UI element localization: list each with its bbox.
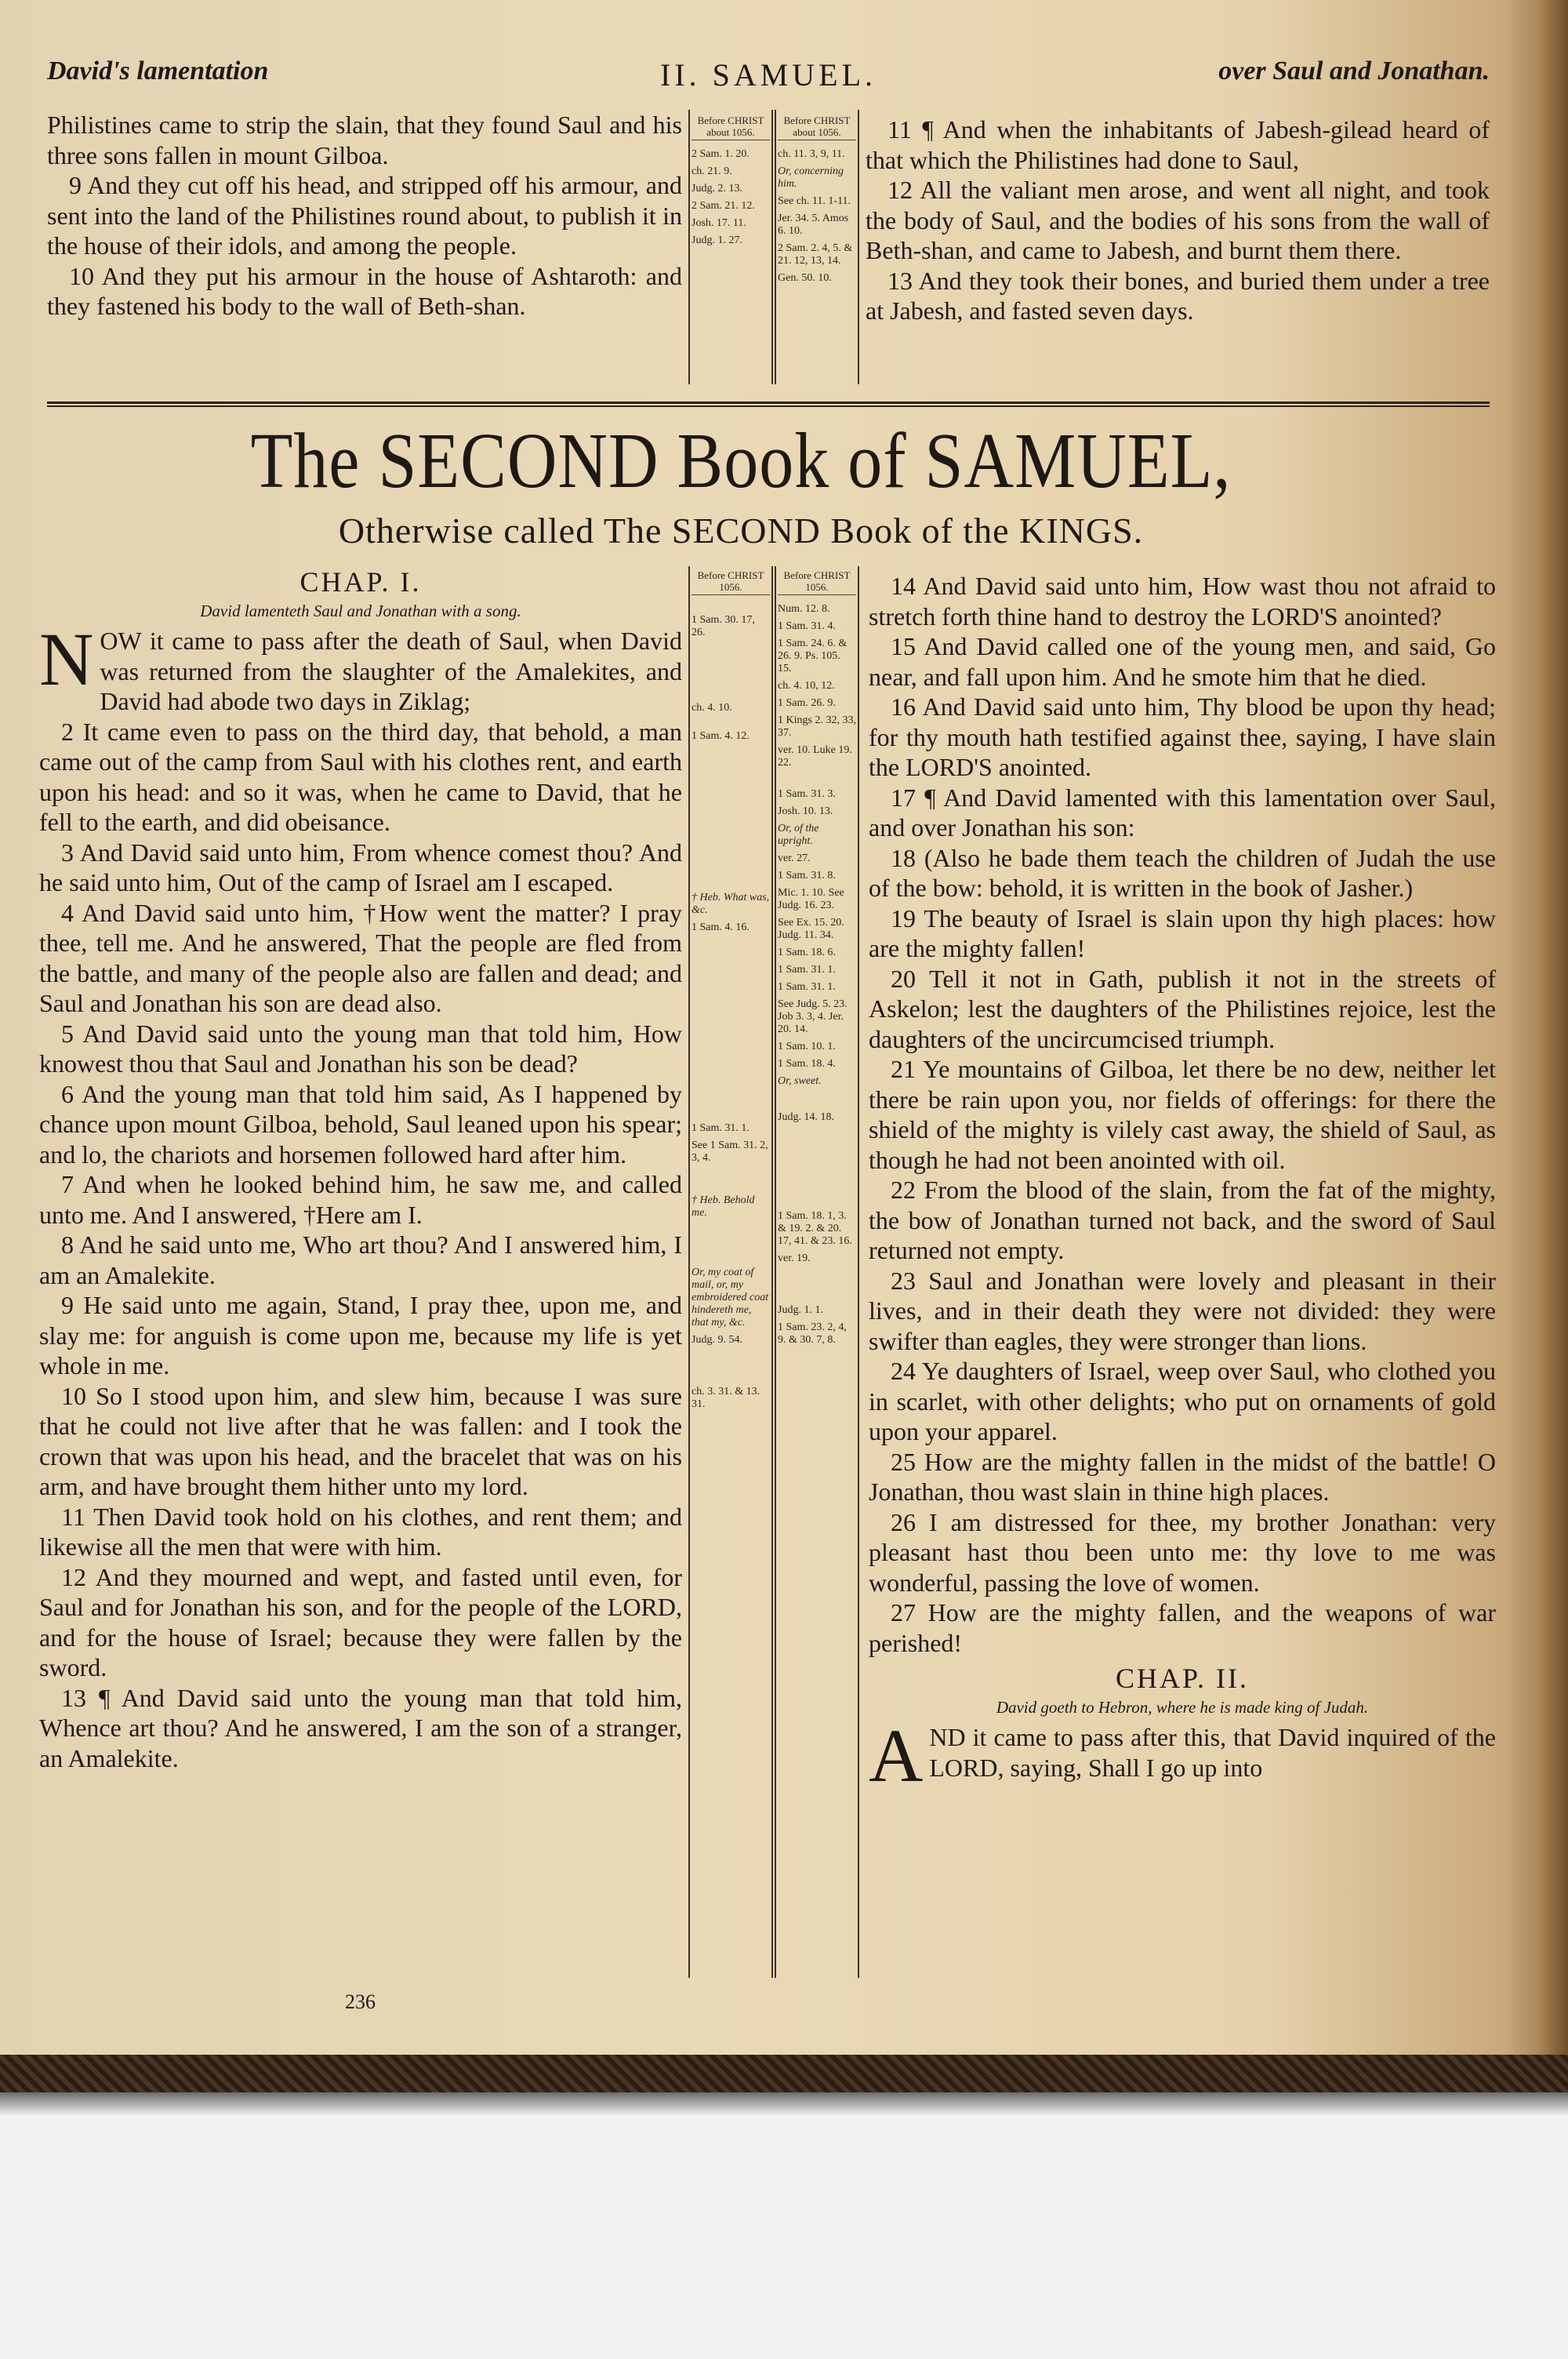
book-title: The SECOND Book of SAMUEL, <box>250 417 1232 505</box>
column-rule <box>775 110 776 384</box>
margin-date-header: Before CHRIST 1056. <box>778 569 856 595</box>
column-rule <box>858 566 859 1978</box>
margin-note: Judg. 2. 13. <box>691 183 742 194</box>
verse: 23 Saul and Jonathan were lovely and pleasant in their lives, and in their death they were not divided: they were swifter than eagles, they were stronger than lions. <box>869 1266 1496 1355</box>
margin-note: See Ex. 15. 20. Judg. 11. 34. <box>778 917 844 941</box>
verse: 22 From the blood of the slain, from the fat of the mighty, the bow of Jonathan turned not back, and the sword of Saul returned not empty. <box>869 1176 1496 1264</box>
margin-note: 1 Sam. 31. 8. <box>778 870 836 881</box>
margin-note: 1 Sam. 31. 1. <box>778 964 836 976</box>
margin-note: 2 Sam. 21. 12. <box>691 200 755 212</box>
verse: 19 The beauty of Israel is slain upon thy high places: how are the mighty fallen! <box>869 903 1496 962</box>
chapter-summary: David goeth to Hebron, where he is made king of Judah. <box>996 1698 1369 1717</box>
book-subtitle: Otherwise called The SECOND Book of the KINGS. <box>338 511 1144 551</box>
verse: 21 Ye mountains of Gilboa, let there be no dew, neither let there be rain upon you, nor fields of offerings: for there the shield of the mighty is vilely cast away, the shield of Saul, as though he had not been anointed with oil. <box>869 1055 1496 1174</box>
verse-text: ND it came to pass after this, that David inquired of the LORD, saying, Shall I go up into <box>929 1723 1496 1782</box>
chapter1-margin-notes-left <box>691 569 770 1416</box>
margin-note: Judg. 1. 27. <box>691 234 742 246</box>
margin-note: Or, of the upright. <box>778 823 819 847</box>
running-head <box>47 56 1490 104</box>
verse: 4 And David said unto him, †How went the matter? I pray thee, tell me. And he answered, That the people are fled from the battle, and many of the people also are fallen and dead; and Saul and Jonathan his son are dead also. <box>39 898 682 1017</box>
margin-date-header: Before CHRIST about 1056. <box>691 114 770 140</box>
section-divider <box>47 402 1490 407</box>
column-rule <box>688 110 690 384</box>
margin-note: 1 Sam. 31. 1. <box>691 1122 750 1134</box>
margin-note: Josh. 17. 11. <box>691 217 746 229</box>
running-head-center: II. SAMUEL. <box>659 57 877 93</box>
margin-note: 1 Sam. 18. 1, 3. & 19. 2. & 20. 17, 41. & 23. 16. <box>778 1210 852 1247</box>
verse: 24 Ye daughters of Israel, weep over Saul, who clothed you in scarlet, with other delights; who put on ornaments of gold upon your apparel. <box>869 1357 1496 1445</box>
margin-note: 1 Sam. 18. 6. <box>778 947 836 958</box>
margin-note: ch. 4. 10. <box>691 702 732 714</box>
margin-note: † Heb. Behold me. <box>691 1194 755 1219</box>
verse <box>39 617 682 717</box>
verse: 9 He said unto me again, Stand, I pray thee, upon me, and slay me: for anguish is come upon me, because my life is yet whole in me. <box>39 1291 682 1379</box>
margin-note: † Heb. What was, &c. <box>691 892 770 916</box>
margin-note: 1 Sam. 26. 9. <box>778 697 836 709</box>
margin-note: 1 Sam. 24. 6. & 26. 9. Ps. 105. 15. <box>778 638 848 674</box>
margin-note: 1 Sam. 31. 4. <box>778 620 836 632</box>
verse: 17 ¶ And David lamented with this lamentation over Saul, and over Jonathan his son: <box>869 783 1496 841</box>
verse: 16 And David said unto him, Thy blood be upon thy head; for thy mouth hath testified against thee, saying, I have slain the LORD'S anointed. <box>869 692 1496 781</box>
verse: 10 And they put his armour in the house of Ashtaroth: and they fastened his body to the wall of Beth-shan. <box>47 261 682 320</box>
margin-note: ver. 10. Luke 19. 22. <box>778 744 852 769</box>
margin-note: Or, my coat of mail, or, my embroidered coat hindereth me, that my, &c. <box>691 1267 769 1329</box>
margin-note: Judg. 14. 18. <box>778 1111 834 1123</box>
verse: 10 So I stood upon him, and slew him, because I was sure that he could not live after that he was fallen: and I took the crown that was upon his head, and the bracelet that was on his arm, and have brought them hither unto my lord. <box>39 1381 682 1500</box>
verse <box>869 1714 1496 1797</box>
margin-note: 1 Sam. 18. 4. <box>778 1058 836 1070</box>
margin-note: See Judg. 5. 23. Job 3. 3, 4. Jer. 20. 14. <box>778 998 848 1035</box>
verse: 11 ¶ And when the inhabitants of Jabesh-gilead heard of that which the Philistines had done to Saul, <box>866 115 1490 174</box>
chapter-heading: CHAP. II. <box>1115 1663 1249 1694</box>
verse: 12 All the valiant men arose, and went all night, and took the body of Saul, and the bodies of his sons from the wall of Beth-shan, and came to Jabesh, and burnt them there. <box>866 176 1490 264</box>
margin-note: 1 Sam. 10. 1. <box>778 1041 836 1052</box>
verse: 15 And David called one of the young men, and said, Go near, and fall upon him. And he smote him that he died. <box>869 632 1496 691</box>
margin-note: 1 Kings 2. 32, 33, 37. <box>778 714 856 739</box>
top-margin-notes-right <box>778 114 856 289</box>
verse: 13 ¶ And David said unto the young man that told him, Whence art thou? And he answered, I am the son of a stranger, an Amalekite. <box>39 1683 682 1772</box>
book-binding-edge <box>0 2055 1568 2092</box>
running-head-left: David's lamentation <box>47 56 269 85</box>
top-left-column <box>47 110 682 322</box>
margin-note: Num. 12. 8. <box>778 603 830 615</box>
page-shadow <box>0 2092 1568 2116</box>
verse: 25 How are the mighty fallen in the midst of the battle! O Jonathan, thou wast slain in thine high places. <box>869 1447 1496 1506</box>
running-head-right: over Saul and Jonathan. <box>1218 56 1490 85</box>
verse: 7 And when he looked behind him, he saw me, and called unto me. And I answered, †Here am I. <box>39 1170 682 1229</box>
page-number: 236 <box>345 1990 376 2013</box>
margin-note: ch. 11. 3, 9, 11. <box>778 148 845 160</box>
chapter1-left-column <box>39 566 682 1773</box>
margin-note: Or, sweet. <box>778 1075 822 1087</box>
margin-note: Judg. 9. 54. <box>691 1334 742 1346</box>
margin-note: Judg. 1. 1. <box>778 1304 823 1316</box>
margin-note: See ch. 11. 1-11. <box>778 195 851 207</box>
margin-note: Jer. 34. 5. Amos 6. 10. <box>778 213 849 237</box>
margin-note: 1 Sam. 30. 17, 26. <box>691 614 755 638</box>
margin-note: Josh. 10. 13. <box>778 805 833 817</box>
verse: 8 And he said unto me, Who art thou? And I answered him, I am an Amalekite. <box>39 1230 682 1289</box>
margin-note: ch. 21. 9. <box>691 165 732 177</box>
verse: 27 How are the mighty fallen, and the weapons of war perished! <box>869 1598 1496 1657</box>
chapter1-right-column <box>869 571 1496 1797</box>
verse: 5 And David said unto the young man that told him, How knowest thou that Saul and Jonathan his son be dead? <box>39 1019 682 1078</box>
verse: 18 (Also he bade them teach the children of Judah the use of the bow: behold, it is written in the book of Jasher.) <box>869 843 1496 902</box>
verse: 14 And David said unto him, How wast thou not afraid to stretch forth thine hand to destroy the LORD'S anointed? <box>869 572 1496 631</box>
margin-note: 1 Sam. 31. 1. <box>778 981 836 993</box>
margin-note: Gen. 50. 10. <box>778 272 832 284</box>
verse: 20 Tell it not in Gath, publish it not in the streets of Askelon; lest the daughters of the Philistines rejoice, lest the daughters of the uncircumcised triumph. <box>869 964 1496 1053</box>
column-rule <box>771 110 773 384</box>
verse: 3 And David said unto him, From whence comest thou? And he said unto him, Out of the camp of Israel am I escaped. <box>39 838 682 896</box>
margin-note: 2 Sam. 2. 4, 5. & 21. 12, 13, 14. <box>778 242 853 267</box>
chapter1-margin-notes-right <box>778 569 856 1351</box>
margin-note: ch. 4. 10, 12. <box>778 680 835 692</box>
margin-note: ch. 3. 31. & 13. 31. <box>691 1386 760 1410</box>
verse-text: OW it came to pass after the death of Saul, when David was returned from the slaughter of the Amalekites, and David had abode two days in Ziklag; <box>100 627 682 715</box>
margin-note: 1 Sam. 4. 12. <box>691 730 750 742</box>
margin-note: See 1 Sam. 31. 2, 3, 4. <box>691 1140 768 1164</box>
column-rule <box>858 110 859 384</box>
chapter-summary: David lamenteth Saul and Jonathan with a song. <box>200 602 521 620</box>
drop-cap: A <box>869 1714 924 1797</box>
margin-note: ver. 19. <box>778 1252 811 1264</box>
column-rule <box>771 566 773 1978</box>
margin-note: Or, concerning him. <box>778 165 844 190</box>
verse: Philistines came to strip the slain, that they found Saul and his three sons fallen in mount Gilboa. <box>47 111 682 169</box>
column-rule <box>775 566 776 1978</box>
verse: 12 And they mourned and wept, and fasted until even, for Saul and for Jonathan his son, and for the people of the LORD, and for the house of Israel; because they were fallen by the sword. <box>39 1562 682 1681</box>
verse: 26 I am distressed for thee, my brother Jonathan: very pleasant hast thou been unto me: thy love to me was wonderful, passing the love of women. <box>869 1507 1496 1597</box>
margin-note: 1 Sam. 31. 3. <box>778 788 836 800</box>
margin-date-header: Before CHRIST 1056. <box>691 569 770 595</box>
verse: 13 And they took their bones, and buried them under a tree at Jabesh, and fasted seven days. <box>866 266 1490 325</box>
verse: 6 And the young man that told him said, As I happened by chance upon mount Gilboa, behold, Saul leaned upon his spear; and lo, the chariots and horsemen followed hard after him. <box>39 1079 682 1169</box>
margin-note: 2 Sam. 1. 20. <box>691 148 750 160</box>
page-edge <box>1537 0 1568 2055</box>
verse: 2 It came even to pass on the third day, that behold, a man came out of the camp from Saul with his clothes rent, and earth upon his head: and so it was, when he came to David, that he fell to the earth, and did obeisance. <box>39 717 682 836</box>
margin-note: Mic. 1. 10. See Judg. 16. 23. <box>778 887 844 911</box>
margin-note: 1 Sam. 4. 16. <box>691 921 750 933</box>
verse: 9 And they cut off his head, and stripped off his armour, and sent into the land of the Philistines round about, to publish it in the house of their idols, and among the people. <box>47 171 682 260</box>
top-right-column <box>866 114 1490 326</box>
verse: 11 Then David took hold on his clothes, and rent them; and likewise all the men that were with him. <box>39 1502 682 1561</box>
margin-note: ver. 27. <box>778 852 811 864</box>
chapter-heading: CHAP. I. <box>299 566 422 598</box>
drop-cap: N <box>39 617 94 701</box>
margin-date-header: Before CHRIST about 1056. <box>778 114 856 140</box>
margin-note: 1 Sam. 23. 2, 4, 9. & 30. 7, 8. <box>778 1321 847 1346</box>
column-rule <box>688 566 690 1978</box>
top-margin-notes-left <box>691 114 770 252</box>
